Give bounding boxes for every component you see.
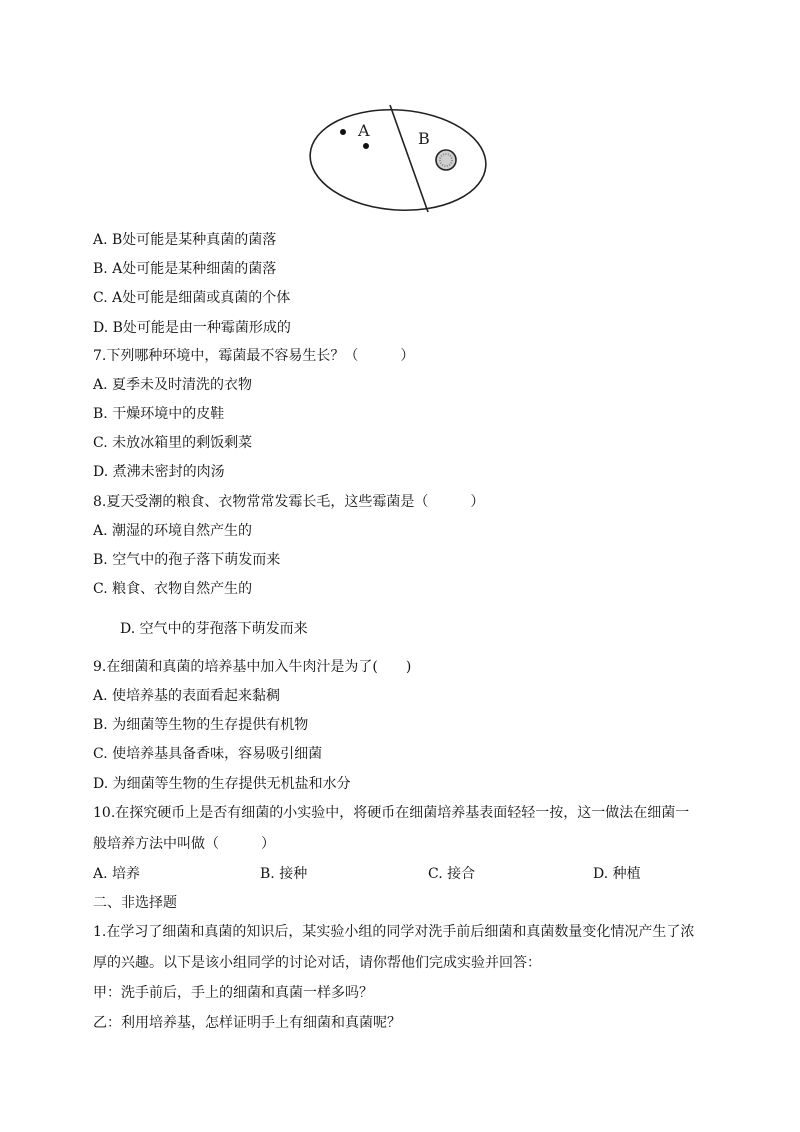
q7-option-a: A. 夏季未及时清洗的衣物 (93, 377, 253, 393)
q9-option-d: D. 为细菌等生物的生存提供无机盐和水分 (93, 776, 351, 792)
q7-option-b: B. 干燥环境中的皮鞋 (93, 406, 225, 422)
dialogue-yi: 乙：利用培养基，怎样证明手上有细菌和真菌呢？ (93, 1015, 401, 1031)
q6-option-a: A. B处可能是某种真菌的菌落 (93, 232, 277, 248)
q6-option-b: B. A处可能是某种细菌的菌落 (93, 261, 277, 277)
section-heading: 二、非选择题 (93, 895, 177, 911)
colony-dot-1 (340, 129, 346, 135)
q10-stem-line1: 10.在探究硬币上是否有细菌的小实验中，将硬币在细菌培养基表面轻轻一按，这一做法在细菌一 (93, 805, 690, 821)
q10-option-b: B. 接种 (260, 866, 308, 882)
dialogue-jia: 甲：洗手前后，手上的细菌和真菌一样多吗？ (93, 985, 373, 1001)
colony-dot-2 (363, 143, 369, 149)
q8-option-c: C. 粮食、衣物自然产生的 (93, 581, 253, 597)
dish-outline (307, 104, 490, 216)
q9-stem: 9.在细菌和真菌的培养基中加入牛肉汁是为了( ) (93, 659, 412, 675)
q9-option-a: A. 使培养基的表面看起来黏稠 (93, 688, 281, 704)
q7-stem: 7.下列哪种环境中，霉菌最不容易生长？（ ） (93, 348, 415, 364)
q10-options (93, 864, 713, 884)
q8-option-a: A. 潮湿的环境自然产生的 (93, 523, 253, 539)
label-a: A (358, 121, 370, 140)
q10-stem-line2: 般培养方法中叫做（ ） (93, 836, 275, 852)
dish-divider (390, 105, 428, 212)
label-b: B (418, 129, 430, 148)
q6-option-d: D. B处可能是由一种霉菌形成的 (93, 320, 291, 336)
q9-option-c: C. 使培养基具备香味，容易吸引细菌 (93, 746, 323, 762)
q8-stem: 8.夏天受潮的粮食、衣物常常发霉长毛，这些霉菌是（ ） (93, 494, 485, 510)
q7-option-d: D. 煮沸未密封的肉汤 (93, 464, 225, 480)
q10-option-c: C. 接合 (428, 866, 476, 882)
q8-option-d: D. 空气中的芽孢落下萌发而来 (120, 621, 308, 637)
s2-q1-line1: 1.在学习了细菌和真菌的知识后，某实验小组的同学对洗手前后细菌和真菌数量变化情况产生了浓 (93, 924, 695, 940)
s2-q1-line2: 厚的兴趣。以下是该小组同学的讨论对话，请你帮他们完成实验并回答： (93, 955, 541, 971)
q8-option-b: B. 空气中的孢子落下萌发而来 (93, 552, 281, 568)
q6-option-c: C. A处可能是细菌或真菌的个体 (93, 290, 291, 306)
q10-option-d: D. 种植 (593, 866, 641, 882)
q10-option-a: A. 培养 (93, 866, 141, 882)
q9-option-b: B. 为细菌等生物的生存提供有机物 (93, 717, 309, 733)
petri-dish-figure (305, 98, 495, 218)
q7-option-c: C. 未放冰箱里的剩饭剩菜 (93, 435, 253, 451)
